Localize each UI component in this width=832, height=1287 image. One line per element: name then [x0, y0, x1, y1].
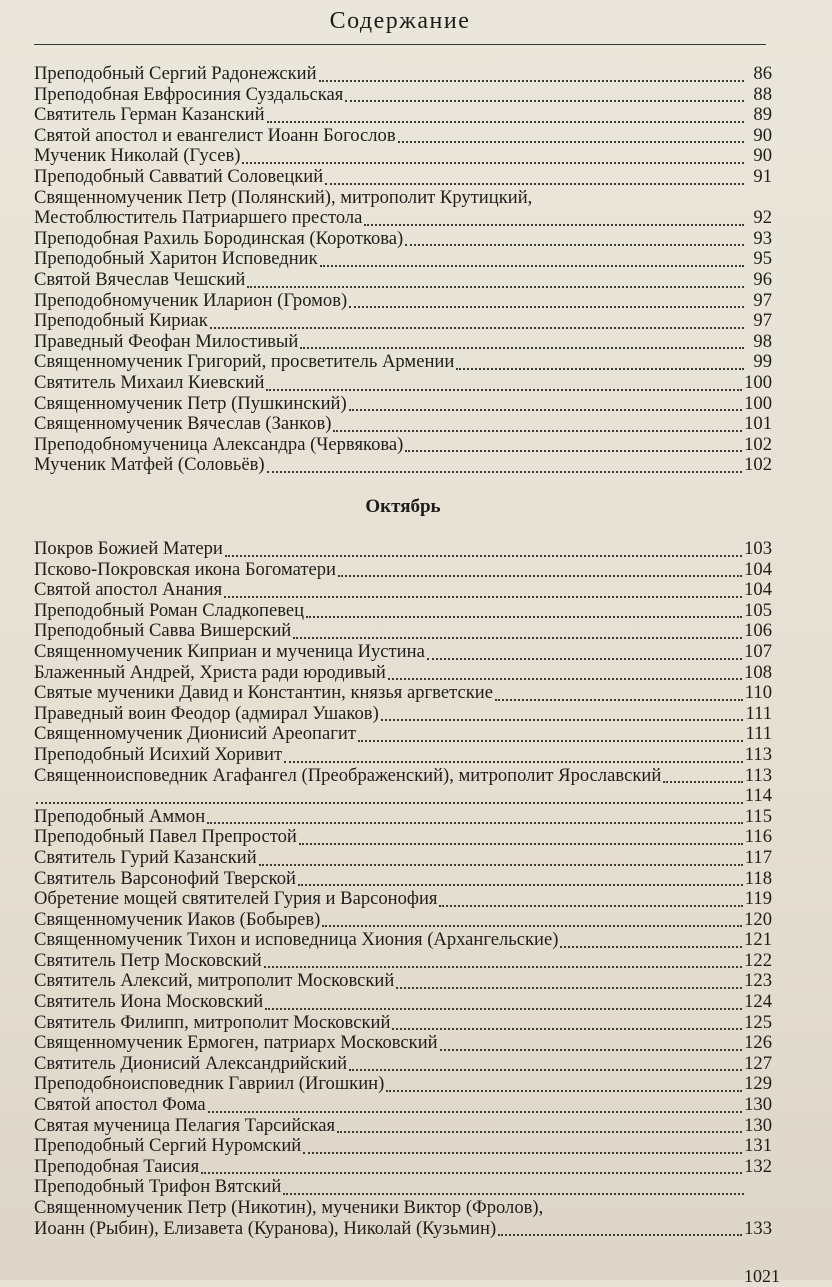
toc-entry-title: Святитель Алексий, митрополит Московский: [34, 970, 395, 992]
toc-entry: [34, 229, 772, 250]
toc-entry-title: Преподобная Таисия: [34, 1155, 200, 1177]
dot-leader: [381, 718, 744, 721]
toc-entry-page: 89: [753, 104, 772, 126]
dot-leader: [405, 243, 744, 246]
toc-entry-title: Преподобномученица Александра (Червякова): [34, 433, 404, 455]
toc-entry-page: 96: [753, 268, 772, 290]
dot-leader: [207, 821, 743, 824]
toc-entry-title: Священномученик Дионисий Ареопагит: [34, 723, 356, 745]
toc-entry-title: Святые мученики Давид и Константин, князья аргветские: [34, 682, 493, 704]
toc-entry-page: 130: [744, 1094, 772, 1116]
page-title: Содержание: [329, 8, 471, 34]
toc-entry-page: 129: [744, 1073, 772, 1095]
page-number: 1021: [744, 1266, 780, 1286]
toc-entry: [34, 1095, 772, 1116]
toc-entry: [34, 971, 772, 992]
toc-entry: [34, 1198, 772, 1239]
dot-leader: [560, 945, 742, 948]
toc-entry: [34, 663, 772, 684]
dot-leader: [498, 1233, 742, 1236]
toc-entry: [34, 930, 772, 951]
dot-leader: [208, 1110, 742, 1113]
dot-leader: [495, 698, 743, 701]
toc-entry: [34, 642, 772, 663]
toc-entry-title: Покров Божией Матери: [34, 538, 223, 559]
dot-leader: [663, 780, 743, 783]
dot-leader: [298, 883, 743, 886]
toc-entry: [34, 1136, 772, 1157]
dot-leader: [349, 1068, 742, 1071]
toc-entry: [34, 1177, 772, 1198]
toc-entry: [34, 848, 772, 869]
toc-entry-page: 111: [745, 702, 772, 724]
toc-entry-page: 120: [744, 908, 772, 930]
dot-leader: [396, 986, 742, 989]
toc-entry: [34, 601, 772, 622]
toc-entry-page: 105: [744, 599, 772, 621]
toc-entry-title: Преподобный Кириак: [34, 310, 208, 332]
toc-entry-page: 113: [744, 764, 772, 786]
toc-entry-page: 132: [744, 1155, 772, 1177]
toc-entry: [34, 951, 772, 972]
toc-entry-title: Священномученик Петр (Никотин), мученики Виктор (Фролов),: [34, 1197, 544, 1218]
toc-entry: [34, 64, 772, 85]
toc-entry-page: 98: [753, 330, 772, 352]
toc-entry-page: 99: [753, 351, 772, 373]
dot-leader: [225, 554, 742, 557]
dot-leader: [364, 223, 744, 226]
toc-entry-page: 93: [753, 227, 772, 249]
toc-entry-title: Преподобный Савватий Соловецкий: [34, 165, 324, 187]
dot-leader: [259, 863, 743, 866]
toc-entry-page: 124: [744, 991, 772, 1013]
toc-entry-page: 95: [753, 248, 772, 270]
toc-entry-title: Святитель Филипп, митрополит Московский: [34, 1011, 391, 1033]
section-heading-october: Октябрь: [365, 496, 441, 517]
dot-leader: [265, 1007, 742, 1010]
toc-entry: [34, 560, 772, 581]
toc-entry-page: 113: [744, 743, 772, 765]
toc-entry-title: Обретение мощей святителей Гурия и Варсонофия: [34, 888, 438, 910]
running-header: [34, 4, 766, 45]
dot-leader: [242, 161, 744, 164]
toc-entry: [34, 889, 772, 910]
toc-entry-title: Святитель Герман Казанский: [34, 104, 265, 126]
toc-entry-title: Преподобномученик Иларион (Громов): [34, 289, 348, 311]
toc-entry-title: Священномученик Киприан и мученица Иустина: [34, 640, 425, 662]
dot-leader: [306, 615, 742, 618]
dot-leader: [333, 429, 742, 432]
toc-entry-page: 121: [744, 929, 772, 951]
toc-entry-title: Священномученик Ермоген, патриарх Московский: [34, 1032, 438, 1054]
toc-entry: [34, 766, 772, 787]
dot-leader: [303, 1151, 742, 1154]
dot-leader: [345, 99, 744, 102]
toc-entry: [34, 270, 772, 291]
toc-entry-page: 110: [744, 682, 772, 704]
dot-leader: [405, 449, 742, 452]
toc-entry: [34, 167, 772, 188]
dot-leader: [392, 1027, 742, 1030]
toc-entry-title: Священноисповедник Агафангел (Преображенский), митрополит Ярославский: [34, 764, 662, 786]
toc-entry-title: Преподобный Савва Вишерский: [34, 620, 292, 642]
toc-entry: [34, 745, 772, 766]
toc-entry-title: Святитель Иона Московский: [34, 991, 264, 1013]
toc-entry-page: 104: [744, 558, 772, 580]
toc-entry-title: Святитель Михаил Киевский: [34, 371, 265, 393]
toc-entry-page: 91: [753, 165, 772, 187]
toc-entry: [34, 435, 772, 456]
dot-leader: [440, 1048, 742, 1051]
toc-entry: [34, 1074, 772, 1095]
toc-entry-page: 90: [753, 145, 772, 167]
toc-entry-page: 102: [744, 454, 772, 476]
toc-entry-page: 104: [744, 579, 772, 601]
dot-leader: [322, 924, 742, 927]
toc-entry: [34, 580, 772, 601]
toc-entry-title: Иоанн (Рыбин), Елизавета (Куранова), Николай (Кузьмин): [34, 1217, 497, 1239]
dot-leader: [319, 79, 744, 82]
toc-entry: [34, 105, 772, 126]
toc-entry-title: Блаженный Андрей, Христа ради юродивый: [34, 661, 386, 683]
toc-entry-title: Святитель Петр Московский: [34, 949, 262, 971]
dot-leader: [267, 120, 744, 123]
toc-entry: [34, 704, 772, 725]
toc-entry-title: Преподобный Роман Сладкопевец: [34, 599, 305, 621]
dot-leader: [337, 1130, 742, 1133]
dot-leader: [264, 965, 742, 968]
dot-leader: [293, 636, 742, 639]
dot-leader: [338, 574, 742, 577]
toc-october-block: [34, 539, 772, 1239]
dot-leader: [300, 346, 744, 349]
toc-entry: [34, 455, 772, 476]
dot-leader: [283, 1192, 744, 1195]
toc-entry: [34, 683, 772, 704]
toc-entry: [34, 1054, 772, 1075]
toc-entry-title: Святой апостол Фома: [34, 1094, 206, 1116]
dot-leader: [299, 842, 743, 845]
dot-leader: [358, 739, 744, 742]
toc-entry: [34, 332, 772, 353]
toc-entry-page: 118: [744, 867, 772, 889]
toc-entry: [34, 311, 772, 332]
toc-entry-title: Преподобный Трифон Вятский: [34, 1176, 282, 1198]
toc-entry: [34, 1116, 772, 1137]
dot-leader: [349, 305, 744, 308]
toc-entry: [34, 827, 772, 848]
toc-entry-title: Святитель Гурий Казанский: [34, 846, 257, 868]
toc-entry: [34, 910, 772, 931]
toc-entry-title: Святитель Варсонофий Тверской: [34, 867, 296, 889]
toc-entry: [34, 807, 772, 828]
toc-entry-page: 133: [744, 1217, 772, 1239]
toc-entry-title: Священномученик Петр (Полянский), митрополит Крутицкий,: [34, 186, 533, 208]
toc-entry: [34, 85, 772, 106]
toc-entry: [34, 146, 772, 167]
toc-entry: [34, 992, 772, 1013]
dot-leader: [456, 367, 744, 370]
toc-entry: [34, 126, 772, 147]
toc-entry-line: [34, 1219, 772, 1240]
toc-entry-page: 101: [744, 413, 772, 435]
toc-entry-page: 102: [744, 433, 772, 455]
toc-entry-page: 107: [744, 640, 772, 662]
toc-entry-page: 125: [744, 1011, 772, 1033]
toc-entry-title: Праведный воин Феодор (адмирал Ушаков): [34, 702, 379, 724]
toc-entry: [34, 291, 772, 312]
toc-entry-page: 126: [744, 1032, 772, 1054]
toc-entry-page: 119: [744, 888, 772, 910]
toc-entry-title: Святая мученица Пелагия Тарсийская: [34, 1114, 336, 1136]
dot-leader: [247, 285, 744, 288]
toc-entry-page: 117: [744, 846, 772, 868]
dot-leader: [325, 182, 744, 185]
toc-entry-title: Преподобный Сергий Нуромский: [34, 1135, 302, 1157]
toc-entry-title: Преподобный Павел Препростой: [34, 826, 297, 848]
toc-entry-title: Преподобноисповедник Гавриил (Игошкин): [34, 1073, 385, 1095]
toc-entry-page: 122: [744, 949, 772, 971]
toc-entry-page: 97: [753, 310, 772, 332]
toc-entry: [34, 724, 772, 745]
toc-entry-title: Святой апостол Анания: [34, 579, 223, 601]
toc-entry-title: Преподобный Исихий Хоривит: [34, 743, 283, 765]
dot-leader: [427, 657, 742, 660]
toc-entry-title: Псково-Покровская икона Богоматери: [34, 558, 336, 580]
toc-entry-title: Священномученик Григорий, просветитель Армении: [34, 351, 455, 373]
toc-entry-title: Преподобная Евфросиния Суздальская: [34, 83, 344, 105]
dot-leader: [386, 1089, 742, 1092]
dot-leader: [284, 760, 743, 763]
toc-entry-page: 115: [744, 805, 772, 827]
toc-entry-title: Преподобная Рахиль Бородинская (Короткова): [34, 227, 404, 249]
toc-entry-page: 86: [753, 63, 772, 84]
toc-entry-page: 100: [744, 392, 772, 414]
dot-leader: [267, 470, 743, 473]
toc-entry-page: 97: [753, 289, 772, 311]
dot-leader: [266, 388, 742, 391]
toc-entry: [34, 869, 772, 890]
toc-entry-title: Мученик Матфей (Соловьёв): [34, 454, 265, 476]
toc-entry-title: Преподобный Харитон Исповедник: [34, 248, 318, 270]
toc-entry-page: 90: [753, 124, 772, 146]
toc-entry-page: 111: [745, 723, 772, 745]
toc-entry-page: 116: [744, 826, 772, 848]
toc-entry-title: Святитель Дионисий Александрийский: [34, 1052, 348, 1074]
toc-entry-page: 130: [744, 1114, 772, 1136]
toc-entry: [34, 249, 772, 270]
toc-entry-title: Священномученик Тихон и исповедница Хиония (Архангельские): [34, 929, 559, 951]
toc-entry-title: Священномученик Иаков (Бобырев): [34, 908, 321, 930]
toc-entry-title: Местоблюститель Патриаршего престола: [34, 207, 363, 229]
toc-entry-page: 88: [753, 83, 772, 105]
dot-leader: [439, 904, 742, 907]
toc-entry: [34, 1013, 772, 1034]
dot-leader: [210, 326, 744, 329]
toc-entry-title: Преподобный Аммон: [34, 805, 206, 827]
toc-entry: [34, 414, 772, 435]
toc-entry-title: Преподобный Сергий Радонежский: [34, 63, 317, 84]
dot-leader: [201, 1171, 742, 1174]
toc-entry: [34, 621, 772, 642]
toc-entry: [34, 1157, 772, 1178]
toc-entry: [34, 786, 772, 807]
toc-entry-title: Священномученик Вячеслав (Занков): [34, 413, 332, 435]
toc-entry-title: Святой апостол и евангелист Иоанн Богослов: [34, 124, 396, 146]
toc-entry: [34, 188, 772, 229]
toc-entry-page: 114: [744, 785, 772, 807]
toc-september-block: [34, 64, 772, 476]
toc-entry-title: Праведный Феофан Милостивый: [34, 330, 299, 352]
toc-entry-page: 106: [744, 620, 772, 642]
toc-entry-title: Святой Вячеслав Чешский: [34, 268, 246, 290]
toc-entry-page: 127: [744, 1052, 772, 1074]
toc-entry-page: 103: [744, 538, 772, 559]
dot-leader: [224, 595, 742, 598]
toc-entry-page: 108: [744, 661, 772, 683]
toc-entry: [34, 539, 772, 560]
dot-leader: [36, 801, 743, 804]
toc-entry-page: 131: [744, 1135, 772, 1157]
dot-leader: [320, 264, 744, 267]
toc-entry-page: 123: [744, 970, 772, 992]
toc-entry-title: Священномученик Петр (Пушкинский): [34, 392, 347, 414]
toc-entry: [34, 394, 772, 415]
toc-entry-line: [34, 208, 772, 229]
toc-entry: [34, 352, 772, 373]
dot-leader: [398, 140, 744, 143]
toc-entry-title: Мученик Николай (Гусев): [34, 145, 241, 167]
toc-entry-page: 100: [744, 371, 772, 393]
toc-entry-page: 92: [753, 207, 772, 229]
toc-entry: [34, 1033, 772, 1054]
dot-leader: [388, 677, 742, 680]
toc-entry: [34, 373, 772, 394]
dot-leader: [349, 408, 742, 411]
